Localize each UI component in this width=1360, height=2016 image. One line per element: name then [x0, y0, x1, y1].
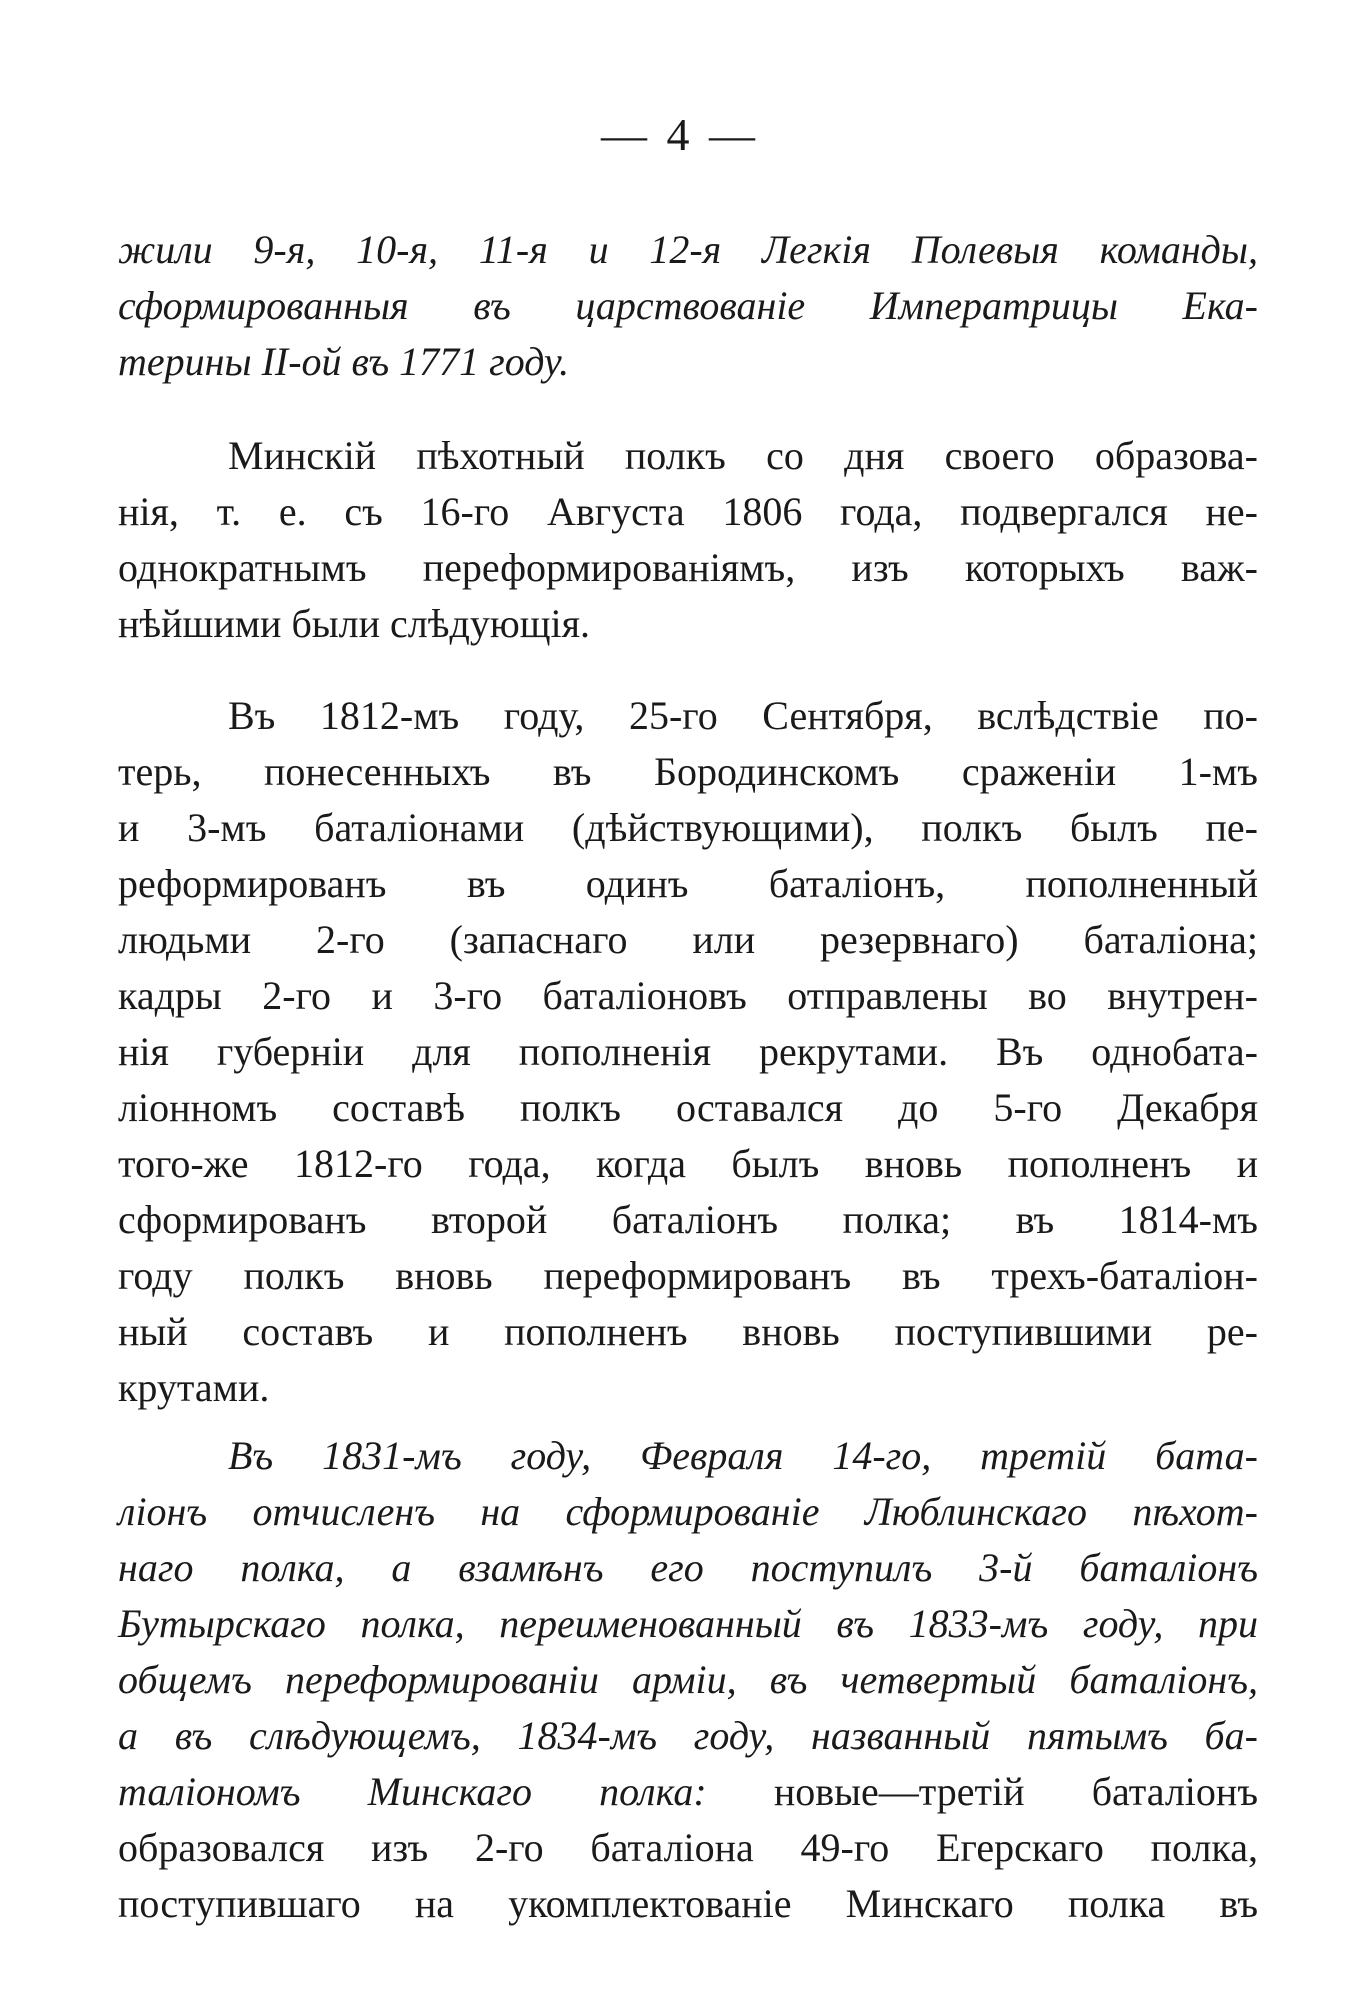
text-line: Минскій пѣхотный полкъ со дня своего образова- [228, 433, 1258, 478]
roman-run: новые—третій баталіонъ [706, 1769, 1258, 1814]
text-line [118, 1820, 1258, 1876]
text-line: терь, понесенныхъ въ Бородинскомъ сраженіи 1-мъ [118, 749, 1258, 794]
italic-run: Бутырскаго полка, переименованный въ 1833-мъ году, при [118, 1601, 1258, 1646]
text-line: реформированъ въ одинъ баталіонъ, пополненный [118, 861, 1258, 906]
text-line: кадры 2-го и 3-го баталіоновъ отправлены во внутрен- [118, 973, 1258, 1018]
italic-run: Въ 1831-мъ году, Февраля 14-го, третій бата- [228, 1433, 1258, 1478]
paragraph-3 [118, 688, 1258, 1416]
text-line: сформированъ второй баталіонъ полка; въ 1814-мъ [118, 1197, 1258, 1242]
italic-run: общемъ переформированіи арміи, въ четвертый баталіонъ, [118, 1657, 1258, 1702]
text-line: и 3-мъ баталіонами (дѣйствующими), полкъ былъ пе- [118, 805, 1258, 850]
italic-run: ліонъ отчисленъ на сформированіе Люблинскаго пѣхот- [118, 1489, 1258, 1534]
page-number: — 4 — [601, 109, 759, 160]
text-line: однократнымъ переформированіямъ, изъ которыхъ важ- [118, 545, 1258, 590]
text-line: ліонномъ составѣ полкъ оставался до 5-го Декабря [118, 1085, 1258, 1130]
text-line [118, 1876, 1258, 1932]
text-line [118, 1428, 1258, 1484]
text-line: того-же 1812-го года, когда былъ вновь пополненъ и [118, 1141, 1258, 1186]
text-line: сформированныя въ царствованіе Императрицы Ека- [118, 283, 1258, 328]
text-line: году полкъ вновь переформированъ въ трехъ-баталіон- [118, 1253, 1258, 1298]
text-line: терины II-ой въ 1771 году. [118, 339, 570, 384]
italic-run: наго полка, а взамѣнъ его поступилъ 3-й баталіонъ [118, 1545, 1258, 1590]
text-line [118, 1484, 1258, 1540]
text-line [118, 1540, 1258, 1596]
text-line [118, 1764, 1258, 1820]
roman-run: образовался изъ 2-го баталіона 49-го Егерскаго полка, [118, 1825, 1258, 1870]
italic-run: а въ слѣдующемъ, 1834-мъ году, названный пятымъ ба- [118, 1713, 1258, 1758]
text-line: жили 9-я, 10-я, 11-я и 12-я Легкія Полевыя команды, [118, 227, 1258, 272]
text-line: нія, т. е. съ 16-го Августа 1806 года, подвергался не- [118, 489, 1258, 534]
text-line: ный составъ и пополненъ вновь поступившими ре- [118, 1309, 1258, 1354]
text-line: людьми 2-го (запаснаго или резервнаго) баталіона; [118, 917, 1258, 962]
text-line: нія губерніи для пополненія рекрутами. Въ однобата- [118, 1029, 1258, 1074]
text-line [118, 1708, 1258, 1764]
paragraph-1 [118, 222, 1258, 390]
paragraph-4 [118, 1428, 1258, 1932]
text-line: нѣйшими были слѣдующія. [118, 601, 591, 646]
text-line [118, 1652, 1258, 1708]
paragraph-2 [118, 428, 1258, 652]
roman-run: поступившаго на укомплектованіе Минскаго полка въ [118, 1881, 1258, 1926]
italic-run: таліономъ Минскаго полка: [118, 1769, 707, 1814]
text-line: Въ 1812-мъ году, 25-го Сентября, вслѣдствіе по- [228, 693, 1258, 738]
text-line [118, 1596, 1258, 1652]
text-line: крутами. [118, 1365, 270, 1410]
